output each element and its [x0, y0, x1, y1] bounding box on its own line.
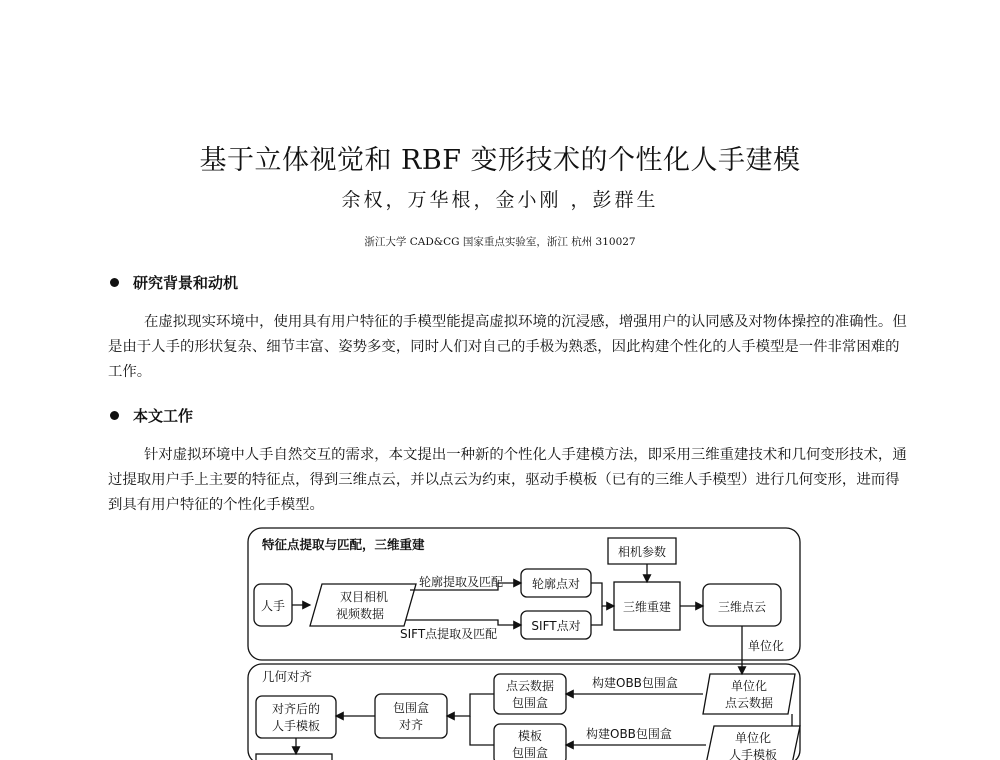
- label-unit-cloud-1: 单位化: [730, 679, 768, 693]
- paper-affiliation: 浙江大学 CAD&CG 国家重点实验室，浙江 杭州 310027: [364, 236, 636, 248]
- label-align-1: 包围盒: [392, 701, 430, 715]
- label-align-2: 对齐: [398, 718, 424, 732]
- panel2-title: 几何对齐: [262, 669, 313, 684]
- label-tmpl-box-2: 包围盒: [511, 746, 549, 760]
- label-build-obb-2: 构建OBB包围盒: [586, 727, 672, 741]
- label-normalize: 单位化: [748, 639, 785, 653]
- panel1-title: 特征点提取与匹配，三维重建: [262, 537, 425, 552]
- section-heading-background: [110, 272, 238, 293]
- label-sift-pts: SIFT点对: [531, 619, 581, 633]
- label-aligned-2: 人手模板: [271, 719, 321, 733]
- label-video-1: 双目相机: [339, 590, 389, 604]
- label-cloud-box-2: 包围盒: [511, 696, 549, 710]
- label-cloud-box-1: 点云数据: [505, 679, 555, 693]
- pipeline-figure: [240, 524, 810, 760]
- label-aligned-1: 对齐后的: [271, 702, 321, 716]
- bullet-icon: [110, 411, 119, 420]
- paper-title: 基于立体视觉和 RBF 变形技术的个性化人手建模: [199, 145, 801, 176]
- section-heading-text: 研究背景和动机: [133, 274, 239, 292]
- label-unit-tmpl-2: 人手模板: [728, 748, 778, 760]
- label-tmpl-box-1: 模板: [517, 729, 543, 743]
- label-recon: 三维重建: [622, 600, 672, 614]
- label-unit-cloud-2: 点云数据: [724, 696, 774, 710]
- section-paragraph-work: 针对虚拟环境中人手自然交互的需求，本文提出一种新的个性化人手建模方法，即采用三维重建技术和几何变形技术，通过提取用户手上主要的特征点，得到三维点云，并以点云为约束，驱动手模板（已有的三维人手模型）进行几何变形，进而得到具有用户特征的个性化手模型。: [108, 447, 907, 513]
- label-hand: 人手: [260, 599, 286, 613]
- label-contour-extract: 轮廓提取及匹配: [419, 575, 504, 589]
- section-heading-text: 本文工作: [133, 407, 194, 425]
- label-contour-pts: 轮廓点对: [531, 577, 581, 591]
- label-build-obb-1: 构建OBB包围盒: [592, 676, 678, 690]
- label-cloud: 三维点云: [717, 600, 767, 614]
- label-video-2: 视频数据: [335, 607, 385, 621]
- paper-authors: 余权，万华根，金小刚 ，彭群生: [341, 189, 659, 211]
- label-sift-extract: SIFT点提取及匹配: [400, 627, 498, 641]
- section-paragraph-background: 在虚拟现实环境中，使用具有用户特征的手模型能提高虚拟环境的沉浸感，增强用户的认同感及对物体操控的准确性。但是由于人手的形状复杂、细节丰富、姿势多变，同时人们对自己的手极为熟悉，因此构建个性化的人手模型是一件非常困难的工作。: [108, 314, 907, 380]
- bullet-icon: [110, 278, 119, 287]
- node-next: [256, 754, 332, 760]
- label-unit-tmpl-1: 单位化: [734, 731, 772, 745]
- label-camera-params: 相机参数: [617, 545, 667, 559]
- section-heading-work: [110, 405, 193, 426]
